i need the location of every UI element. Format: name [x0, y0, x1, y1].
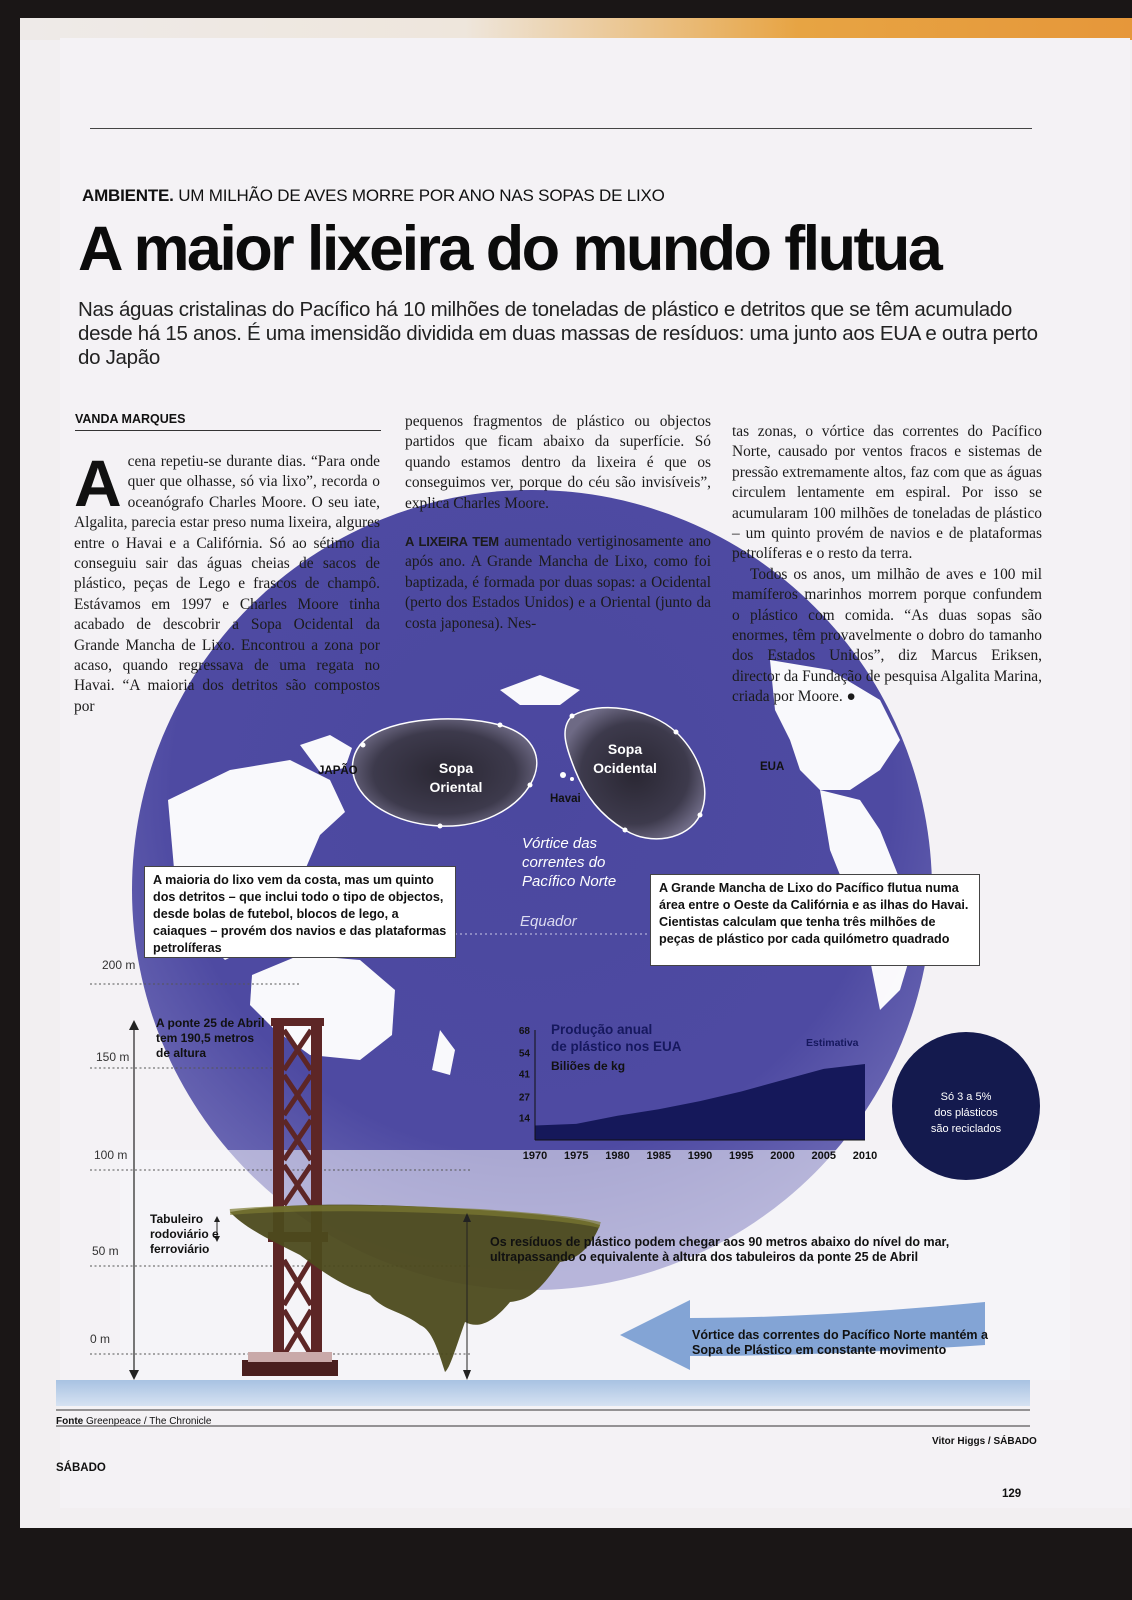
- vortex-label-3: Pacífico Norte: [522, 873, 617, 890]
- article-column-1: [74, 446, 380, 717]
- column-3-paragraph-2: Todos os anos, um milhão de aves e 100 mil mamíferos marinhos morrem porque confundem o plástico com comida. “As duas sopas são enormes, têm provavelmente o dobro do tamanho dos Estados Unidos”, diz Marcus Eriksen, director da Fundação de pesquisa Algalita Marina, criada por Moore.: [732, 565, 1042, 706]
- patch-east-label-1: Sopa: [438, 760, 474, 776]
- chart-subtitle: Biliões de kg: [551, 1059, 626, 1073]
- recycle-line-3: são reciclados: [930, 1123, 1002, 1135]
- chart-x-tick: 1970: [522, 1150, 548, 1162]
- headline: A maior lixeira do mundo flutua: [78, 214, 941, 284]
- patch-west-label-2: Ocidental: [593, 760, 657, 776]
- chart-x-tick: 1975: [564, 1150, 589, 1162]
- chart-y-tick: 54: [518, 1048, 530, 1060]
- source-line: [56, 1416, 211, 1427]
- equator-label: Equador: [520, 913, 577, 930]
- chart-annotation: Estimativa: [806, 1037, 859, 1049]
- chart-title-line-1: Produção anual: [551, 1022, 653, 1037]
- article-column-2: [405, 412, 711, 634]
- chart-title-line-2: de plástico nos EUA: [551, 1039, 682, 1054]
- callout-left: A maioria do lixo vem da costa, mas um quinto dos detritos – que inclui todo o tipo de objectos, desde bolas de futebol, blocos de lego, a caiaques – provém dos navios e das plataformas petrolíferas: [144, 866, 456, 958]
- source-label: Fonte: [56, 1416, 84, 1427]
- column-1-text: cena repetiu-se durante dias. “Para onde quer que olhasse, só via lixo”, recorda o oceanógrafo Charles Moore. O seu iate, Algalita, parecia estar preso numa lixeira, algures entre o Havai e a Califórnia. Só ao sétimo dia conseguiu sair das águas cheias de sacos de plástico, peças de Lego e frascos de champô. Estávamos em 1997 e Charles Moore tinha acabado de descobrir a Sopa Ocidental da Grande Mancha de Lixo. Encontrou a zona por acaso, quando regressava de uma regata no Havai. “A maioria dos detritos são compostos por: [74, 453, 380, 715]
- chart-x-tick: 1995: [729, 1150, 754, 1162]
- chart-x-tick: 2005: [811, 1150, 836, 1162]
- scale-label-200: 200 m: [102, 958, 136, 972]
- standfirst: Nas águas cristalinas do Pacífico há 10 milhões de toneladas de plástico e detritos que se têm acumulado desde há 15 anos. É uma imensidão dividida em duas massas de resíduos: uma junto aos EUA e outra perto do Japão: [78, 298, 1038, 369]
- patch-west-label-1: Sopa: [607, 741, 643, 757]
- vortex-label-2: correntes do: [522, 854, 606, 871]
- recycle-line-2: dos plásticos: [934, 1107, 998, 1119]
- chart-x-tick: 2000: [770, 1150, 795, 1162]
- source-text: Greenpeace / The Chronicle: [86, 1416, 212, 1427]
- sea-surface: [56, 1380, 1030, 1406]
- chart-x-tick: 1990: [687, 1150, 713, 1162]
- page-number: 129: [1002, 1488, 1022, 1500]
- depth-note: Os resíduos de plástico podem chegar aos 90 metros abaixo do nível do mar, ultrapassando o equivalente à altura dos tabuleiros da ponte 25 de Abril: [490, 1235, 950, 1264]
- kicker-text: UM MILHÃO DE AVES MORRE POR ANO NAS SOPAS DE LIXO: [178, 186, 665, 205]
- chart-y-tick: 27: [518, 1092, 530, 1104]
- label-japan: JAPÃO: [318, 765, 358, 777]
- chart-x-tick: 1985: [646, 1150, 671, 1162]
- byline-rule: [75, 430, 381, 431]
- byline: VANDA MARQUES: [75, 412, 186, 426]
- dropcap: A: [74, 446, 122, 520]
- column-3-paragraph-1: tas zonas, o vórtice das correntes do Pacífico Norte, causado por ventos fracos e sistemas de pressão extremamente altos, faz com que as águas circulem lentamente em espiral. Por isso se acumularam 100 milhões de toneladas de plástico – um quinto provém de navios e de plataformas petrolíferas e o resto da terra.: [732, 423, 1042, 563]
- recycle-circle: [892, 1032, 1040, 1180]
- column-2-subhead: A LIXEIRA TEM: [405, 534, 499, 550]
- current-note: Vórtice das correntes do Pacífico Norte mantém a Sopa de Plástico em constante movimento: [692, 1328, 988, 1357]
- bridge-height-note: A ponte 25 de Abril tem 190,5 metros de altura: [156, 1016, 265, 1060]
- column-2-paragraph-1: pequenos fragmentos de plástico ou objectos partidos que ficam abaixo da superfície. Só quando estamos dentro da lixeira é que os conseguimos ver, porque do céu são invisíveis”, explica Charles Moore.: [405, 413, 711, 512]
- graphic-credit: Vitor Higgs / SÁBADO: [932, 1436, 1037, 1447]
- chart-y-tick: 41: [518, 1069, 530, 1081]
- chart-y-tick: 14: [518, 1113, 530, 1125]
- callout-right: A Grande Mancha de Lixo do Pacífico flutua numa área entre o Oeste da Califórnia e as ilhas do Havai. Cientistas calculam que tenha três milhões de peças de plástico por cada quilómetro quadrado: [650, 874, 980, 966]
- column-2-paragraph-2: aumentado vertiginosamente ano após ano. A Grande Mancha de Lixo, como foi baptizada, é formada por duas sopas: a Ocidental (perto dos Estados Unidos) e a Oriental (junto da costa japonesa). Nes-: [405, 533, 711, 632]
- chart-x-tick: 2010: [852, 1150, 878, 1162]
- scale-label-50: 50 m: [92, 1244, 119, 1258]
- label-hawaii: Havai: [550, 793, 581, 805]
- article-column-3: [732, 422, 1042, 708]
- end-mark: ●: [846, 688, 856, 706]
- magazine-name: SÁBADO: [56, 1462, 106, 1474]
- chart-x-tick: 1980: [605, 1150, 630, 1162]
- scale-label-150: 150 m: [96, 1050, 130, 1064]
- scale-label-0: 0 m: [90, 1332, 111, 1346]
- kicker-section: AMBIENTE.: [82, 186, 174, 205]
- scale-label-100: 100 m: [94, 1148, 128, 1162]
- patch-east-label-2: Oriental: [429, 779, 483, 795]
- label-usa: EUA: [760, 761, 785, 773]
- chart-y-tick: 68: [518, 1026, 530, 1037]
- deck-note: Tabuleiro rodoviário e ferroviário: [150, 1212, 219, 1256]
- vortex-label-1: Vórtice das: [522, 835, 598, 852]
- recycle-line-1: Só 3 a 5%: [940, 1091, 992, 1103]
